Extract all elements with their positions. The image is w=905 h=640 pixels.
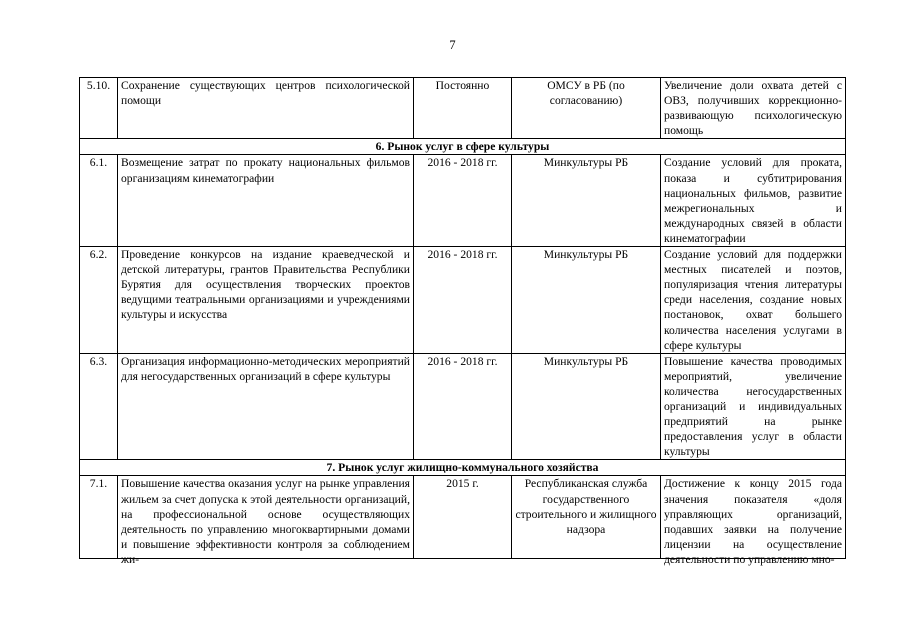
activity-text: Повышение качества оказания услуг на рынке управления жильем за счет допуска к этой деятельности организаций, на профессиональной основе осуществляющих деятельность по управлению многоквартирными домами и повышение эффективности контроля за соблюдением жи- <box>121 477 410 566</box>
period-cell: 2016 - 2018 гг. <box>414 353 512 460</box>
table-row <box>80 476 846 559</box>
row-number: 6.3. <box>80 353 118 460</box>
table-row <box>80 78 846 139</box>
activity-cell: Возмещение затрат по прокату национальных фильмов организациям кинематографии <box>118 155 414 247</box>
period-text: 2015 г. <box>446 477 479 491</box>
result-cell: Создание условий для поддержки местных писателей и поэтов, популяризация чтения литературы среди населения, создание новых постановок, охват большего количества населения услугами в сфере культуры <box>661 247 846 354</box>
period-cell <box>414 476 512 559</box>
row-number: 6.2. <box>80 247 118 354</box>
executor-cell: Минкультуры РБ <box>512 353 661 460</box>
result-cell: Увеличение доли охвата детей с ОВЗ, получивших коррекционно-развивающую психологическую помощь <box>661 78 846 139</box>
result-text: Достижение к концу 2015 года значения показателя «доля управляющих организаций, подавших заявки на получение лицензии на осуществление деятельности по управлению мно- <box>664 477 842 566</box>
activity-cell: Сохранение существующих центров психологической помощи <box>118 78 414 139</box>
section-heading: 6. Рынок услуг в сфере культуры <box>80 139 846 155</box>
table-row <box>80 353 846 460</box>
activity-cell: Организация информационно-методических мероприятий для негосударственных организаций в сфере культуры <box>118 353 414 460</box>
section-heading: 7. Рынок услуг жилищно-коммунального хозяйства <box>80 460 846 476</box>
table-row <box>80 155 846 247</box>
row-number-text: 7.1. <box>89 477 108 491</box>
period-cell: 2016 - 2018 гг. <box>414 155 512 247</box>
executor-cell: Минкультуры РБ <box>512 155 661 247</box>
row-number <box>80 476 118 559</box>
result-cell: Создание условий для проката, показа и субтитрирования национальных фильмов, развитие межрегиональных и международных связей в области кинематографии <box>661 155 846 247</box>
executor-cell: Минкультуры РБ <box>512 247 661 354</box>
table-row <box>80 247 846 354</box>
executor-cell: ОМСУ в РБ (по согласованию) <box>512 78 661 139</box>
executor-cell <box>512 476 661 559</box>
row-number: 5.10. <box>80 78 118 139</box>
activity-cell: Проведение конкурсов на издание краеведческой и детской литературы, грантов Правительства Республики Бурятия для осуществления творческих проектов ведущими театральными организациями и учреждениями культуры и искусства <box>118 247 414 354</box>
activity-cell <box>118 476 414 566</box>
result-cell <box>661 476 846 566</box>
executor-text: Республиканская служба государственного строительного и жилищного надзора <box>515 477 657 536</box>
section-row <box>80 460 846 476</box>
page-number: 7 <box>449 38 456 52</box>
section-row <box>80 139 846 155</box>
result-cell: Повышение качества проводимых мероприятий, увеличение количества негосударственных организаций и индивидуальных предприятий на рынке предоставления услуг в области культуры <box>661 353 846 460</box>
activities-table <box>79 77 846 566</box>
period-cell: 2016 - 2018 гг. <box>414 247 512 354</box>
row-number: 6.1. <box>80 155 118 247</box>
period-cell: Постоянно <box>414 78 512 139</box>
